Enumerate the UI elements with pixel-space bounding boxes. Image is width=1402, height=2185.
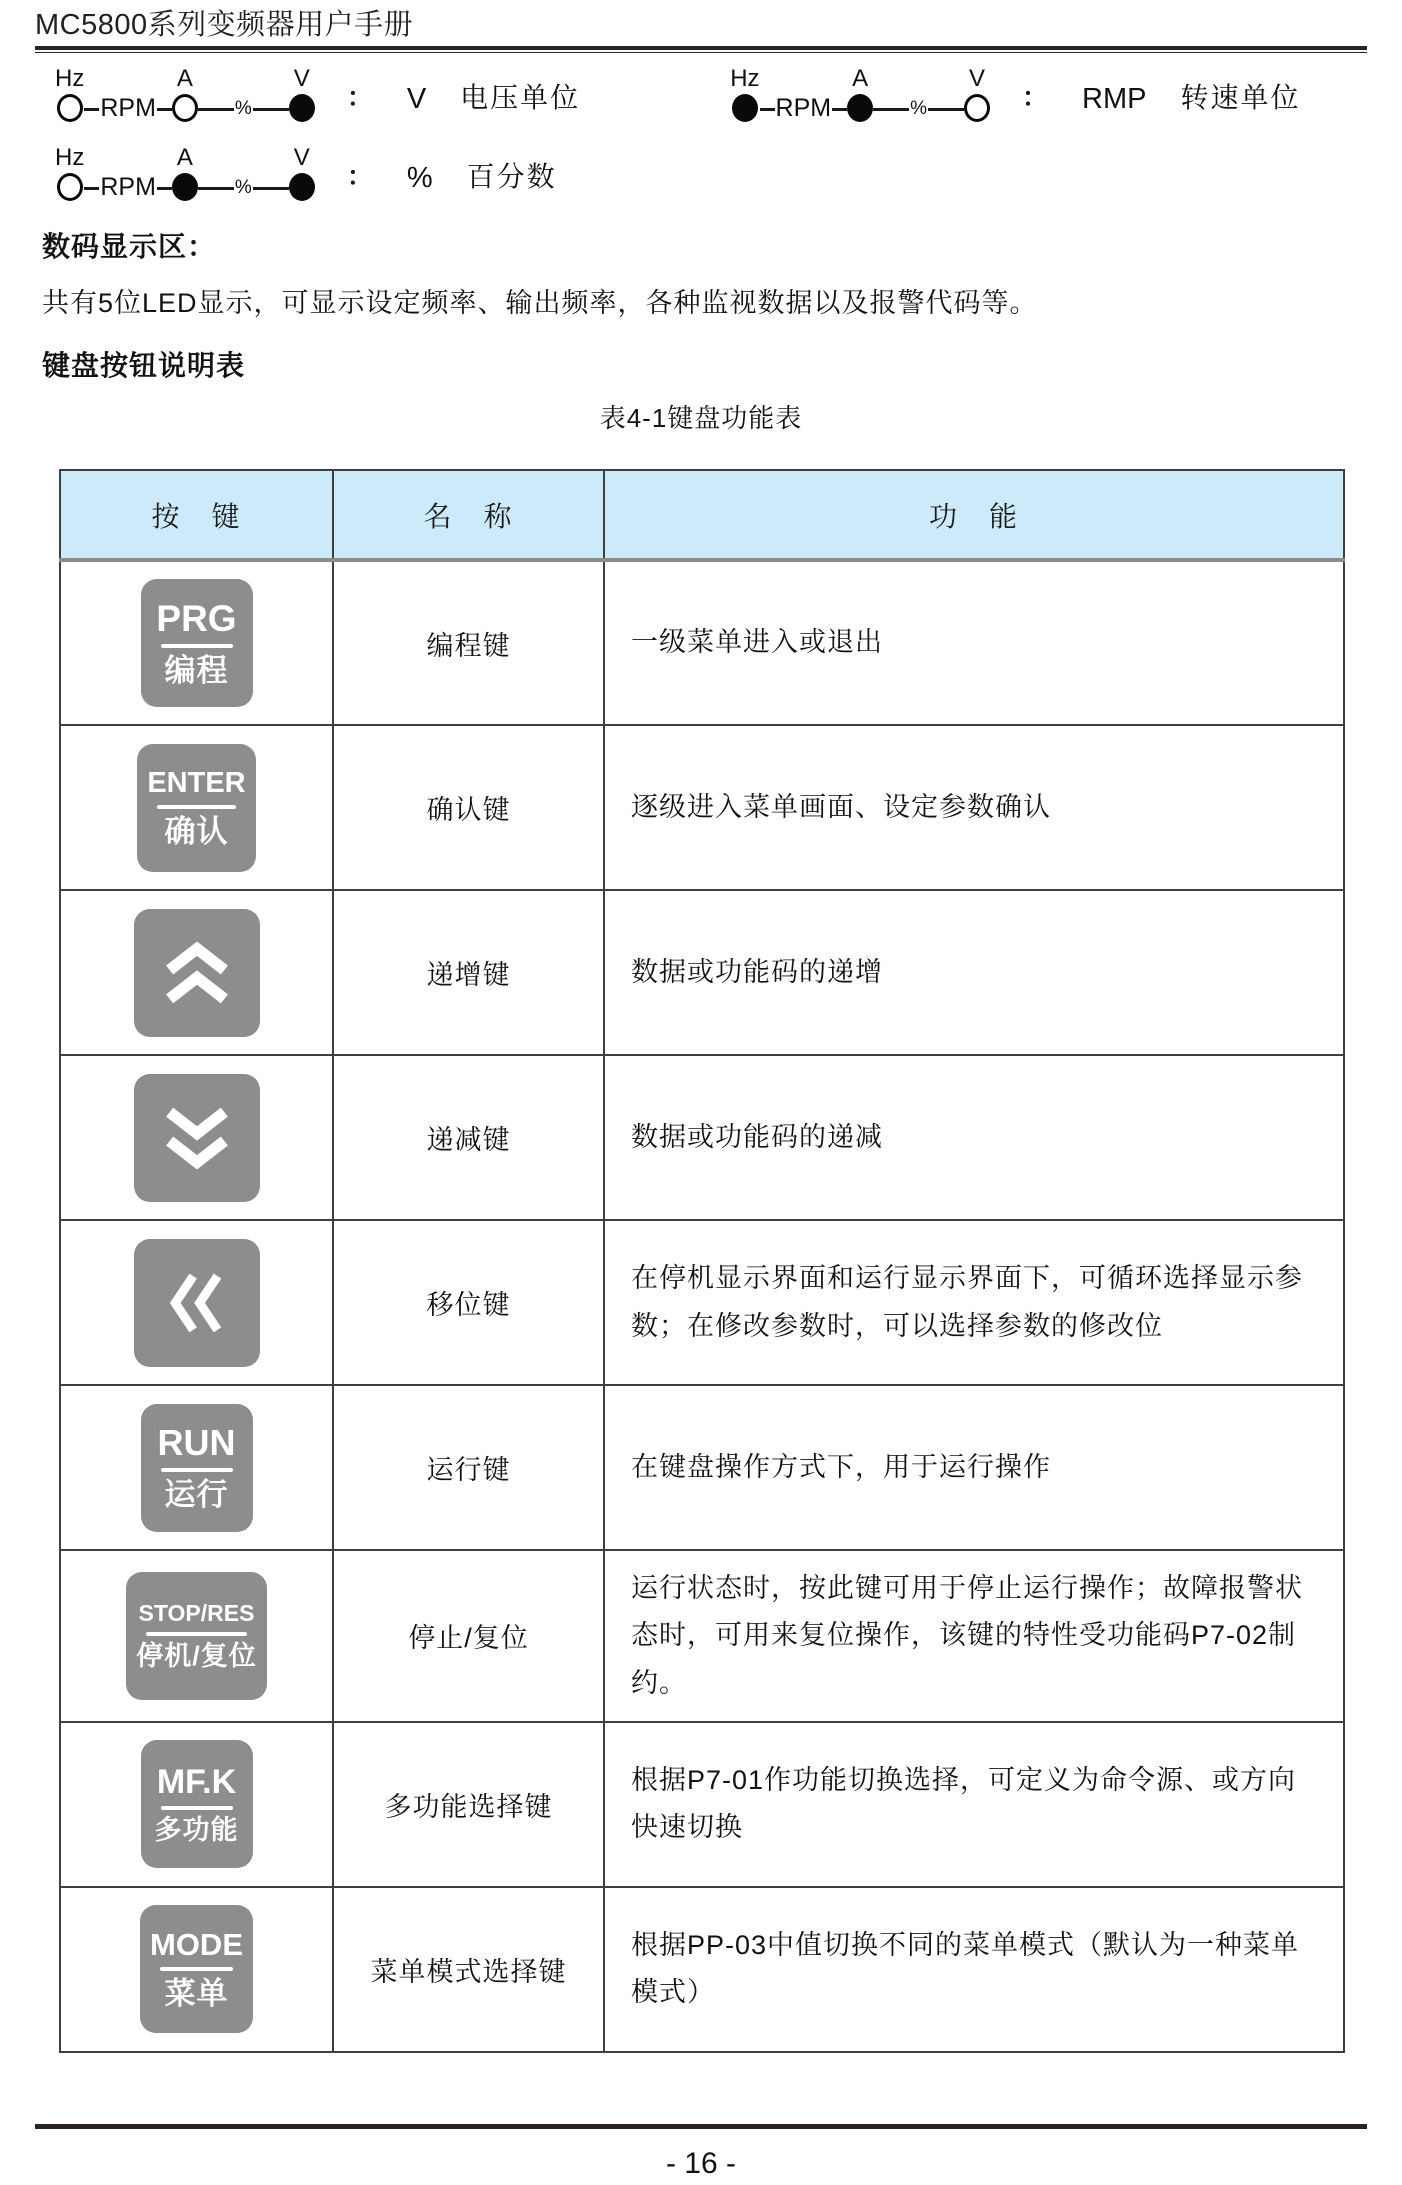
led-circle-a-icon <box>847 94 873 122</box>
key-divider <box>160 1967 233 1971</box>
mode-key-button: MODE 菜单 <box>140 1905 253 2033</box>
legend-value-label: 转速单位 <box>1180 82 1301 113</box>
shift-key-button <box>134 1239 260 1367</box>
connector-line <box>198 187 234 190</box>
led-circle-v-icon <box>964 94 990 122</box>
run-key-button: RUN 运行 <box>141 1404 253 1532</box>
increment-key-button <box>134 909 260 1037</box>
legend-colon: ： <box>346 82 373 112</box>
key-name: 确认键 <box>333 725 604 890</box>
led-label-rpm: RPM <box>100 173 156 201</box>
led-legend <box>55 67 1402 201</box>
led-group-voltage <box>55 67 580 122</box>
led-circle-hz-icon <box>57 94 83 122</box>
multifunction-key-button: MF.K 多功能 <box>141 1740 253 1868</box>
key-name: 菜单模式选择键 <box>333 1887 604 2052</box>
document-title: MC5800系列变频器用户手册 <box>35 9 414 41</box>
connector-line <box>84 108 99 111</box>
table-caption: 表4-1键盘功能表 <box>599 403 803 433</box>
legend-value: RMP <box>1082 83 1147 115</box>
led-label-v: V <box>293 144 310 171</box>
keypad-function-table <box>59 469 1345 2053</box>
connector-line <box>253 108 289 111</box>
table-row <box>60 560 1344 725</box>
key-function: 根据PP-03中值切换不同的菜单模式（默认为一种菜单模式） <box>604 1887 1344 2052</box>
keypad-heading: 键盘按钮说明表 <box>42 350 246 381</box>
connector-line <box>832 108 847 111</box>
table-row <box>60 1220 1344 1385</box>
chevron-double-down-icon <box>159 1100 235 1176</box>
key-divider <box>161 1468 233 1472</box>
key-name: 递减键 <box>333 1055 604 1220</box>
connector-line <box>198 108 234 111</box>
col-header-key: 按 键 <box>60 470 333 560</box>
connector-line <box>157 108 172 111</box>
connector-line <box>873 108 909 111</box>
key-name: 移位键 <box>333 1220 604 1385</box>
legend-value-label: 百分数 <box>466 161 557 192</box>
key-name: 停止/复位 <box>333 1550 604 1722</box>
table-row <box>60 1722 1344 1887</box>
connector-line <box>157 187 172 190</box>
table-row <box>60 1055 1344 1220</box>
led-label-percent: % <box>910 98 927 119</box>
key-name: 运行键 <box>333 1385 604 1550</box>
legend-colon: ： <box>1022 82 1049 112</box>
key-function: 在停机显示界面和运行显示界面下，可循环选择显示参数；在修改参数时，可以选择参数的修改位 <box>604 1220 1344 1385</box>
led-label-hz: Hz <box>55 65 85 92</box>
page-footer <box>35 2124 1367 2181</box>
led-legend-row-1 <box>55 67 1402 122</box>
col-header-name: 名 称 <box>333 470 604 560</box>
chevron-double-left-icon <box>165 1264 229 1342</box>
led-label-v: V <box>293 65 310 92</box>
stop-reset-key-button: STOP/RES 停机/复位 <box>126 1572 267 1700</box>
key-function: 逐级进入菜单画面、设定参数确认 <box>604 725 1344 890</box>
key-name: 多功能选择键 <box>333 1722 604 1887</box>
key-name: 编程键 <box>333 560 604 725</box>
led-label-a: A <box>176 144 193 171</box>
led-circle-v-icon <box>289 94 315 122</box>
table-row <box>60 890 1344 1055</box>
key-divider <box>161 644 233 648</box>
table-row <box>60 1385 1344 1550</box>
footer-rule <box>35 2124 1367 2129</box>
led-label-v: V <box>968 65 985 92</box>
table-row <box>60 1887 1344 2052</box>
key-function: 数据或功能码的递增 <box>604 890 1344 1055</box>
key-function: 一级菜单进入或退出 <box>604 560 1344 725</box>
header-rule <box>35 46 1367 53</box>
led-circle-a-icon <box>172 94 198 122</box>
page-number: - 16 - <box>665 2147 737 2180</box>
led-label-hz: Hz <box>55 144 85 171</box>
prg-key-button: PRG 编程 <box>141 579 253 707</box>
page-header <box>0 0 1402 53</box>
digital-display-body: 共有5位LED显示，可显示设定频率、输出频率，各种监视数据以及报警代码等。 <box>42 288 1038 318</box>
legend-value: V <box>406 83 427 115</box>
led-label-percent: % <box>234 177 252 198</box>
connector-line <box>928 108 964 111</box>
led-group-percent <box>55 146 557 201</box>
key-function: 在键盘操作方式下，用于运行操作 <box>604 1385 1344 1550</box>
led-circle-v-icon <box>289 173 315 201</box>
key-function: 根据P7-01作功能切换选择，可定义为命令源、或方向快速切换 <box>604 1722 1344 1887</box>
key-divider <box>161 1806 233 1810</box>
led-label-percent: % <box>234 98 252 119</box>
key-divider <box>146 1632 247 1636</box>
key-divider <box>157 805 235 809</box>
table-header-row <box>60 470 1344 560</box>
led-legend-row-2 <box>55 146 1402 201</box>
digital-display-heading: 数码显示区： <box>42 231 217 262</box>
table-row <box>60 1550 1344 1722</box>
connector-line <box>84 187 99 190</box>
led-label-rpm: RPM <box>775 94 832 122</box>
led-label-a: A <box>852 65 869 92</box>
legend-value: % <box>406 162 433 194</box>
col-header-function: 功 能 <box>604 470 1344 560</box>
led-label-hz: Hz <box>730 65 760 92</box>
led-circle-hz-icon <box>57 173 83 201</box>
led-label-rpm: RPM <box>100 94 156 122</box>
decrement-key-button <box>134 1074 260 1202</box>
table-row <box>60 725 1344 890</box>
key-function: 数据或功能码的递减 <box>604 1055 1344 1220</box>
enter-key-button: ENTER 确认 <box>137 744 255 872</box>
legend-value-label: 电压单位 <box>460 82 581 113</box>
connector-line <box>760 108 775 111</box>
led-circle-hz-icon <box>732 94 758 122</box>
chevron-double-up-icon <box>159 935 235 1011</box>
led-circle-a-icon <box>172 173 198 201</box>
key-name: 递增键 <box>333 890 604 1055</box>
led-label-a: A <box>176 65 193 92</box>
legend-colon: ： <box>346 161 373 191</box>
led-group-speed <box>730 67 1300 122</box>
key-function: 运行状态时，按此键可用于停止运行操作；故障报警状态时，可用来复位操作，该键的特性受功能码P7-02制约。 <box>604 1550 1344 1722</box>
connector-line <box>253 187 289 190</box>
